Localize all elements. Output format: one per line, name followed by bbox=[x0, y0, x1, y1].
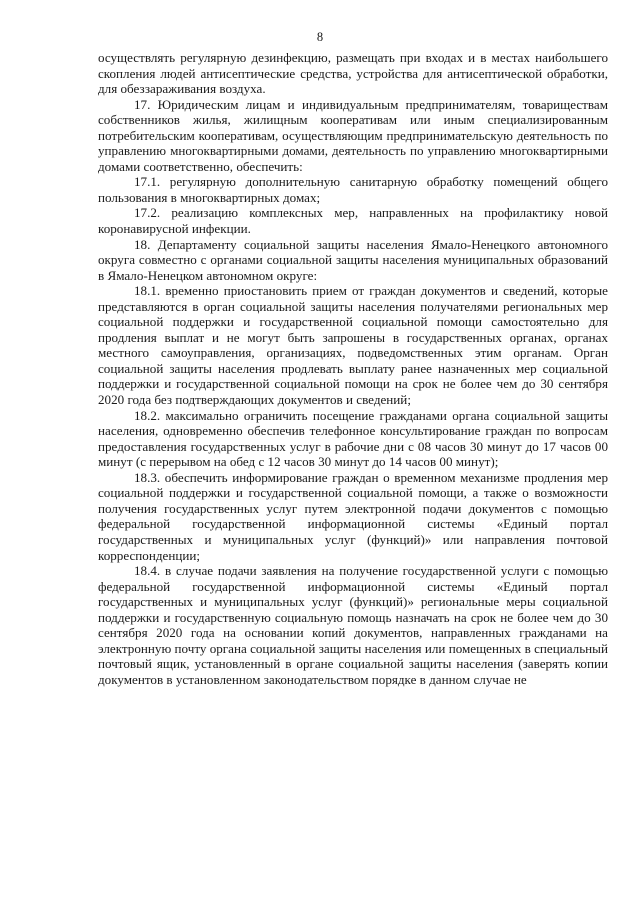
paragraph-17-2: 17.2. реализацию комплексных мер, направленных на профилактику новой коронавирусной инфекции. bbox=[98, 205, 608, 237]
paragraph-18-4: 18.4. в случае подачи заявления на получение государственной услуги с помощью федеральной государственной информационной системы «Единый портал государственных и муниципальных услуг (функций)» региональные меры социальной поддержки и государственную социальную помощь назначать на срок не более чем до 30 сентября 2020 года на основании копий документов, направленных гражданами на электронную почту органа социальной защиты населения или помещенных в специальный почтовый ящик, установленный в органе социальной защиты населения (заверять копии документов в установленном законодательством порядке в данном случае не bbox=[98, 563, 608, 687]
paragraph-18-2: 18.2. максимально ограничить посещение гражданами органа социальной защиты населения, одновременно обеспечив телефонное консультирование граждан по вопросам предоставления государственных услуг в рабочие дни с 08 часов 30 минут до 17 часов 00 минут (с перерывом на обед с 12 часов 30 минут до 14 часов 00 минут); bbox=[98, 407, 608, 470]
paragraph-continued: осуществлять регулярную дезинфекцию, размещать при входах и в местах наибольшего скопления людей антисептические средства, устройства для антисептической обработки, для обеззараживания воздуха. bbox=[98, 50, 608, 97]
page-number: 8 bbox=[316, 30, 324, 44]
document-body bbox=[98, 50, 608, 687]
paragraph-18-3: 18.3. обеспечить информирование граждан о временном механизме продления мер социальной поддержки и государственной социальной помощи, а также о возможности получения государственных услуг путем электронной подачи документов с помощью федеральной государственной информационной системы «Единый портал государственных и муниципальных услуг (функций)» или направления почтовой корреспонденции; bbox=[98, 469, 608, 563]
paragraph-18: 18. Департаменту социальной защиты населения Ямало-Ненецкого автономного округа совместно с органами социальной защиты населения муниципальных образований в Ямало-Ненецком автономном округе: bbox=[98, 236, 608, 283]
paragraph-17: 17. Юридическим лицам и индивидуальным предпринимателям, товариществам собственников жилья, жилищным кооперативам или иным специализированным потребительским кооперативам, осуществляющим предпринимательскую деятельность по управлению многоквартирными домами, деятельность по управлению многоквартирными домами соответственно, обеспечить: bbox=[98, 96, 608, 174]
paragraph-18-1: 18.1. временно приостановить прием от граждан документов и сведений, которые представляются в орган социальной защиты населения получателями региональных мер социальной поддержки и государственной социальной помощи самостоятельно для продления выплат и не могут быть запрошены в государственных органах, органах местного самоуправления, организациях, подведомственных этим органам. Орган социальной защиты населения продлевать выплату ранее назначенных мер социальной поддержки и государственной социальной помощи на срок не более чем до 30 сентября 2020 года без подтверждающих документов и сведений; bbox=[98, 283, 608, 408]
paragraph-17-1: 17.1. регулярную дополнительную санитарную обработку помещений общего пользования в многоквартирных домах; bbox=[98, 174, 608, 205]
